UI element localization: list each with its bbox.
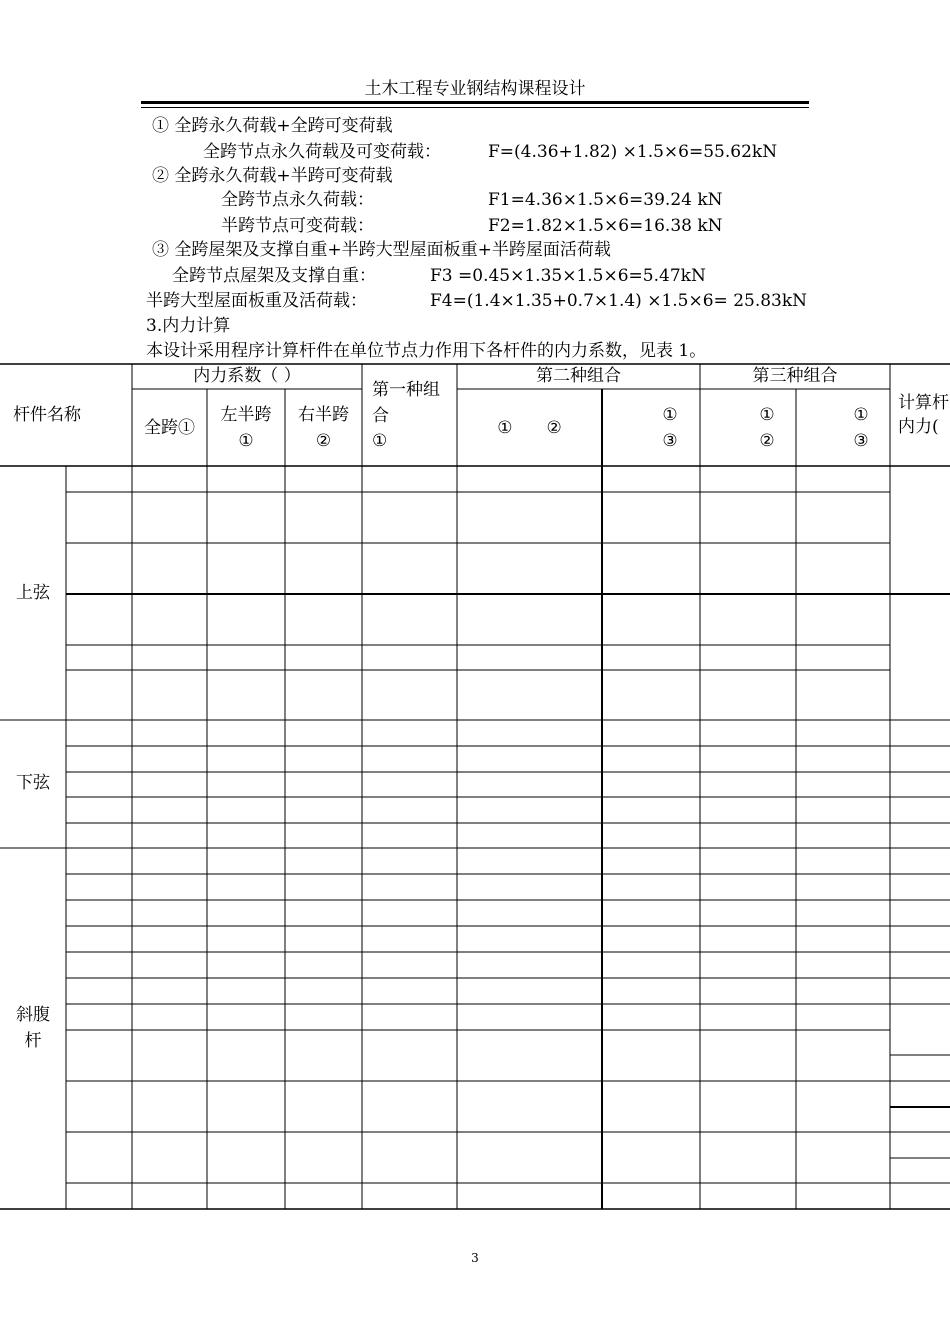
- member-name-header: 杆件名称: [13, 405, 81, 425]
- load-case-3-title: ③ 全跨屋架及支撑自重+半跨大型屋面板重+半跨屋面活荷载: [152, 240, 611, 260]
- combo2-sub2-header-line1: ①: [662, 405, 678, 425]
- load-case-3-line2-formula: F4=(1.4×1.35+0.7×1.4) ×1.5×6= 25.83kN: [430, 291, 808, 311]
- load-case-2-line1-formula: F1=4.36×1.5×6=39.24 kN: [488, 190, 723, 210]
- group-label-diagonal-line2: 杆: [24, 1031, 42, 1051]
- combo1-header-line1: 第一种组: [372, 380, 440, 400]
- page-number: 3: [471, 1251, 479, 1265]
- combo3-sub1-header-line1: ①: [759, 405, 775, 425]
- coef-group-header: 内力系数（ ）: [193, 366, 301, 386]
- load-case-3-line1-formula: F3 =0.45×1.35×1.5×6=5.47kN: [430, 266, 706, 286]
- design-force-header-line1: 计算杆: [898, 393, 949, 413]
- coef-right-half-header-line2: ②: [315, 431, 332, 451]
- load-case-1-title: ① 全跨永久荷载+全跨可变荷载: [152, 116, 393, 136]
- load-case-2-line2-label: 半跨节点可变荷载：: [221, 216, 374, 236]
- load-case-3-line2-label: 半跨大型屋面板重及活荷载：: [146, 291, 367, 311]
- combo2-sub1-header: ① ②: [497, 418, 562, 438]
- combo3-header: 第三种组合: [752, 366, 838, 386]
- coef-full-span-header: 全跨①: [144, 418, 195, 438]
- coef-left-half-header-line1: 左半跨: [220, 405, 272, 425]
- load-case-1-label: 全跨节点永久荷载及可变荷载：: [203, 142, 441, 162]
- combo1-header-line3: ①: [372, 431, 388, 451]
- combo3-sub2-header-line1: ①: [853, 405, 869, 425]
- intro-paragraph: 本设计采用程序计算杆件在单位节点力作用下各杆件的内力系数，见表 1。: [146, 341, 707, 361]
- load-case-3-line1-label: 全跨节点屋架及支撑自重：: [172, 266, 376, 286]
- load-case-2-title: ② 全跨永久荷载+半跨可变荷载: [152, 166, 393, 186]
- design-force-header-line2: 内力(: [898, 417, 939, 437]
- section-heading: 3.内力计算: [146, 316, 231, 336]
- load-case-1-formula: F=(4.36+1.82) ×1.5×6=55.62kN: [488, 142, 778, 162]
- combo2-sub2-header-line2: ③: [662, 431, 678, 451]
- combo2-header: 第二种组合: [536, 366, 621, 386]
- document-header-title: 土木工程专业钢结构课程设计: [364, 79, 586, 99]
- group-label-diagonal-line1: 斜腹: [16, 1005, 50, 1025]
- group-label-top-chord: 上弦: [16, 583, 50, 603]
- coef-right-half-header-line1: 右半跨: [298, 405, 349, 425]
- combo1-header-line2: 合: [372, 406, 389, 426]
- load-case-2-line2-formula: F2=1.82×1.5×6=16.38 kN: [488, 216, 723, 236]
- group-label-bottom-chord: 下弦: [16, 773, 50, 793]
- load-case-2-line1-label: 全跨节点永久荷载：: [221, 190, 374, 210]
- combo3-sub1-header-line2: ②: [759, 431, 775, 451]
- coef-left-half-header-line2: ①: [238, 431, 254, 451]
- combo3-sub2-header-line2: ③: [853, 431, 869, 451]
